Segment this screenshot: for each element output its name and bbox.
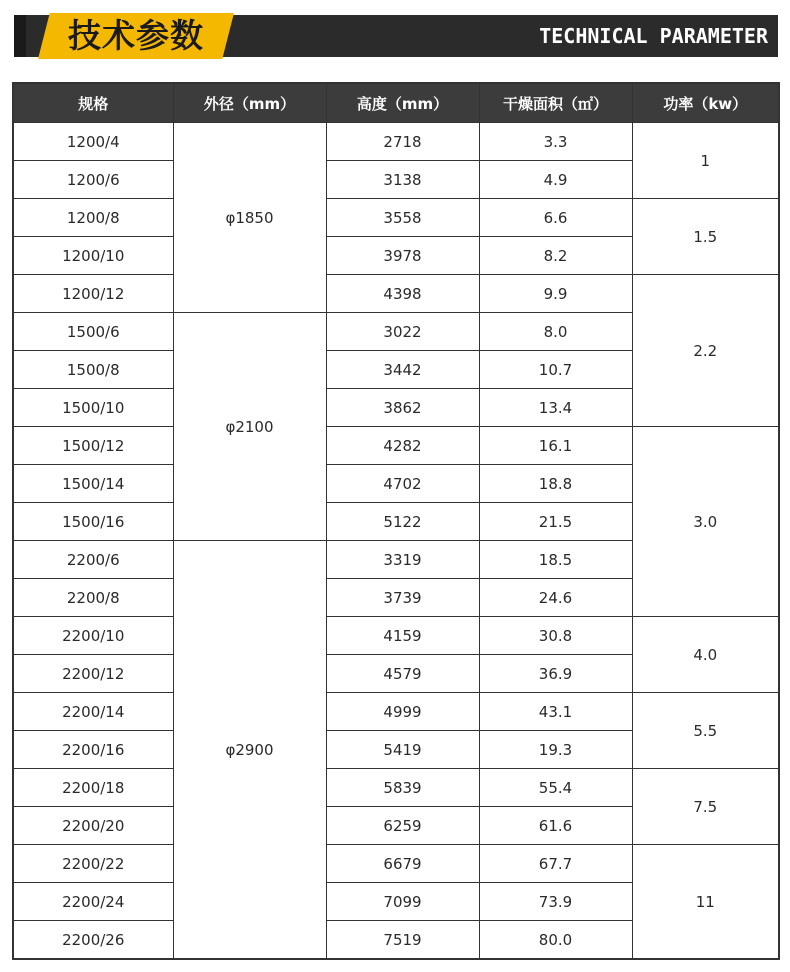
cell-height: 7099 — [326, 883, 479, 921]
cell-spec: 1500/8 — [13, 351, 173, 389]
cell-power: 4.0 — [632, 617, 779, 693]
cell-area: 4.9 — [479, 161, 632, 199]
page-title: 技术参数 — [68, 16, 204, 55]
cell-diameter: φ2100 — [173, 313, 326, 541]
cell-area: 24.6 — [479, 579, 632, 617]
column-header-power: 功率（kw） — [632, 83, 779, 123]
cell-height: 3862 — [326, 389, 479, 427]
cell-area: 3.3 — [479, 123, 632, 161]
cell-height: 3319 — [326, 541, 479, 579]
parameter-table — [12, 82, 780, 960]
cell-diameter: φ1850 — [173, 123, 326, 313]
column-header-height: 高度（mm） — [326, 83, 479, 123]
cell-spec: 2200/24 — [13, 883, 173, 921]
column-header-area: 干燥面积（㎡） — [479, 83, 632, 123]
cell-height: 6259 — [326, 807, 479, 845]
table-row — [13, 845, 779, 883]
cell-height: 5839 — [326, 769, 479, 807]
cell-height: 4282 — [326, 427, 479, 465]
cell-area: 30.8 — [479, 617, 632, 655]
table-row — [13, 427, 779, 465]
cell-area: 8.2 — [479, 237, 632, 275]
cell-spec: 2200/18 — [13, 769, 173, 807]
table-body — [13, 123, 779, 960]
cell-height: 5419 — [326, 731, 479, 769]
cell-height: 4999 — [326, 693, 479, 731]
cell-height: 4159 — [326, 617, 479, 655]
cell-spec: 2200/8 — [13, 579, 173, 617]
cell-height: 3442 — [326, 351, 479, 389]
column-header-diameter: 外径（mm） — [173, 83, 326, 123]
cell-spec: 1500/6 — [13, 313, 173, 351]
cell-area: 8.0 — [479, 313, 632, 351]
section-header — [14, 15, 778, 57]
cell-height: 3978 — [326, 237, 479, 275]
cell-diameter: φ2900 — [173, 541, 326, 960]
cell-power: 1 — [632, 123, 779, 199]
cell-spec: 2200/10 — [13, 617, 173, 655]
cell-power: 5.5 — [632, 693, 779, 769]
cell-spec: 2200/6 — [13, 541, 173, 579]
cell-area: 21.5 — [479, 503, 632, 541]
cell-area: 61.6 — [479, 807, 632, 845]
header-left-stripe — [14, 15, 26, 57]
header-row — [13, 83, 779, 123]
cell-height: 3138 — [326, 161, 479, 199]
cell-power: 7.5 — [632, 769, 779, 845]
cell-spec: 2200/20 — [13, 807, 173, 845]
cell-spec: 1200/8 — [13, 199, 173, 237]
cell-spec: 1500/14 — [13, 465, 173, 503]
cell-spec: 2200/26 — [13, 921, 173, 960]
cell-area: 67.7 — [479, 845, 632, 883]
table-row — [13, 123, 779, 161]
cell-area: 55.4 — [479, 769, 632, 807]
cell-area: 9.9 — [479, 275, 632, 313]
cell-area: 18.5 — [479, 541, 632, 579]
cell-area: 13.4 — [479, 389, 632, 427]
cell-height: 2718 — [326, 123, 479, 161]
cell-area: 10.7 — [479, 351, 632, 389]
cell-power: 3.0 — [632, 427, 779, 617]
cell-spec: 1500/16 — [13, 503, 173, 541]
cell-spec: 1500/12 — [13, 427, 173, 465]
cell-area: 19.3 — [479, 731, 632, 769]
cell-height: 3022 — [326, 313, 479, 351]
table-row — [13, 693, 779, 731]
cell-height: 4579 — [326, 655, 479, 693]
cell-power: 2.2 — [632, 275, 779, 427]
table-header — [13, 83, 779, 123]
column-header-spec: 规格 — [13, 83, 173, 123]
cell-height: 3739 — [326, 579, 479, 617]
table-row — [13, 199, 779, 237]
cell-spec: 2200/12 — [13, 655, 173, 693]
cell-spec: 2200/16 — [13, 731, 173, 769]
cell-area: 43.1 — [479, 693, 632, 731]
table-row — [13, 769, 779, 807]
english-title: TECHNICAL PARAMETER — [539, 24, 768, 48]
cell-spec: 1200/4 — [13, 123, 173, 161]
cell-spec: 2200/14 — [13, 693, 173, 731]
cell-height: 6679 — [326, 845, 479, 883]
cell-area: 18.8 — [479, 465, 632, 503]
cell-power: 11 — [632, 845, 779, 960]
cell-spec: 2200/22 — [13, 845, 173, 883]
table-row — [13, 275, 779, 313]
cell-area: 36.9 — [479, 655, 632, 693]
cell-spec: 1500/10 — [13, 389, 173, 427]
cell-area: 6.6 — [479, 199, 632, 237]
cell-height: 7519 — [326, 921, 479, 960]
cell-area: 16.1 — [479, 427, 632, 465]
cell-spec: 1200/12 — [13, 275, 173, 313]
cell-area: 73.9 — [479, 883, 632, 921]
cell-spec: 1200/6 — [13, 161, 173, 199]
cell-height: 4702 — [326, 465, 479, 503]
cell-area: 80.0 — [479, 921, 632, 960]
cell-power: 1.5 — [632, 199, 779, 275]
cell-height: 3558 — [326, 199, 479, 237]
table-row — [13, 617, 779, 655]
cell-height: 5122 — [326, 503, 479, 541]
cell-spec: 1200/10 — [13, 237, 173, 275]
cell-height: 4398 — [326, 275, 479, 313]
